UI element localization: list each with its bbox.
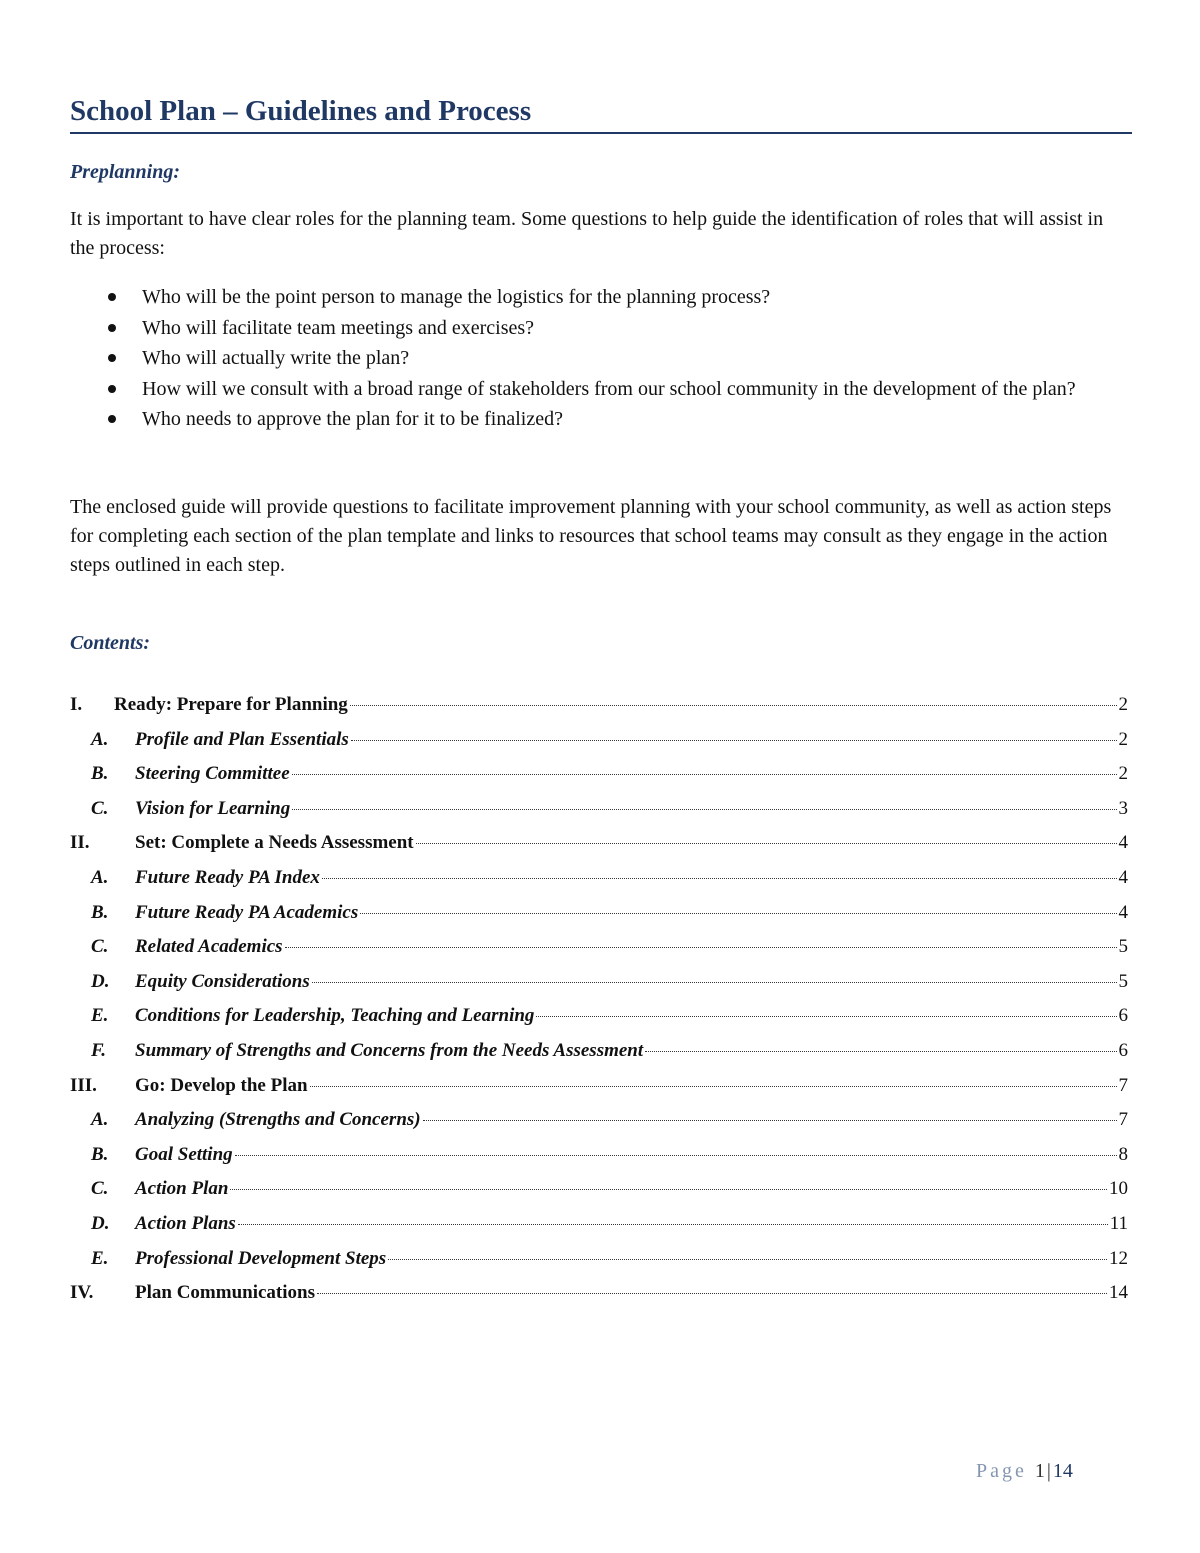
toc-entry-page: 7	[1118, 1109, 1128, 1131]
bullet-icon	[108, 385, 116, 393]
toc-dot-leader	[292, 774, 1117, 775]
toc-entry-number: B.	[91, 901, 109, 923]
toc-dot-leader	[322, 878, 1117, 879]
toc-entry-number: D.	[91, 970, 110, 992]
list-item: Who needs to approve the plan for it to be finalized?	[70, 404, 1132, 435]
toc-entry-title[interactable]: Go: Develop the Plan	[135, 1074, 308, 1096]
toc-entry-number: III.	[70, 1074, 97, 1096]
toc-entry-page: 11	[1109, 1212, 1128, 1234]
page-word: Page	[976, 1460, 1027, 1482]
toc-entry-number: C.	[91, 936, 109, 958]
toc-entry[interactable]	[70, 1178, 1128, 1213]
guide-description: The enclosed guide will provide questions to facilitate improvement planning with your school community, as well as action steps for completing each section of the plan template and links to resources that school teams may consult as they engage in the action steps outlined in each step.	[70, 496, 1112, 576]
toc-entry-page: 2	[1118, 728, 1128, 750]
toc-entry[interactable]	[70, 763, 1128, 798]
toc-entry-number: E.	[91, 1005, 109, 1027]
toc-entry-page: 6	[1118, 1039, 1128, 1061]
bullet-icon	[108, 415, 116, 423]
toc-entry-title[interactable]: Vision for Learning	[135, 797, 291, 819]
contents-heading: Contents:	[70, 632, 151, 654]
toc-entry[interactable]	[70, 1144, 1128, 1179]
toc-entry-title[interactable]: Profile and Plan Essentials	[135, 728, 349, 750]
toc-entry[interactable]	[70, 1282, 1128, 1317]
toc-entry-number: I.	[70, 694, 83, 715]
page-footer	[976, 1460, 1073, 1483]
toc-entry-page: 6	[1118, 1005, 1128, 1027]
toc-dot-leader	[238, 1224, 1108, 1225]
toc-entry-title[interactable]: Professional Development Steps	[135, 1247, 387, 1269]
toc-entry-title[interactable]: Conditions for Leadership, Teaching and Learning	[135, 1005, 535, 1027]
toc-entry[interactable]	[70, 832, 1128, 867]
toc-entry-title[interactable]: Ready: Prepare for Planning	[114, 694, 348, 715]
list-item: Who will actually write the plan?	[70, 343, 1132, 374]
toc-entry-title[interactable]: Future Ready PA Index	[135, 866, 320, 888]
list-item: Who will be the point person to manage the logistics for the planning process?	[70, 282, 1132, 313]
toc-entry-page: 10	[1109, 1178, 1128, 1200]
toc-entry-page: 14	[1109, 1282, 1128, 1304]
toc-entry-title[interactable]: Analyzing (Strengths and Concerns)	[135, 1109, 421, 1131]
toc-entry-title[interactable]: Goal Setting	[135, 1143, 233, 1165]
toc-entry-title[interactable]: Summary of Strengths and Concerns from the Needs Assessment	[135, 1039, 644, 1061]
preplanning-intro: It is important to have clear roles for the planning team. Some questions to help guide the identification of roles that will assist in the process:	[70, 208, 1104, 259]
role-questions-list	[70, 282, 1132, 435]
toc-entry-title[interactable]: Set: Complete a Needs Assessment	[135, 832, 414, 854]
toc-entry-number: E.	[91, 1247, 109, 1269]
toc-entry-number: II.	[70, 832, 90, 854]
bullet-icon	[108, 293, 116, 301]
toc-entry-title[interactable]: Action Plan	[135, 1178, 229, 1200]
toc-entry[interactable]	[70, 1213, 1128, 1248]
toc-dot-leader	[235, 1155, 1117, 1156]
toc-dot-leader	[350, 705, 1117, 706]
toc-entry[interactable]	[70, 971, 1128, 1006]
toc-dot-leader	[645, 1051, 1116, 1052]
total-pages: 14	[1052, 1460, 1073, 1482]
bullet-icon	[108, 354, 116, 362]
toc-entry-title[interactable]: Future Ready PA Academics	[135, 901, 359, 923]
toc-entry-number: A.	[91, 1109, 109, 1131]
toc-dot-leader	[285, 947, 1117, 948]
toc-entry-number: C.	[91, 1178, 109, 1200]
toc-entry-title[interactable]: Steering Committee	[135, 763, 290, 785]
toc-dot-leader	[230, 1189, 1107, 1190]
toc-dot-leader	[536, 1016, 1116, 1017]
toc-entry-page: 12	[1109, 1247, 1128, 1269]
toc-entry[interactable]	[70, 867, 1128, 902]
toc-entry-number: IV.	[70, 1282, 94, 1304]
toc-entry[interactable]	[70, 936, 1128, 971]
toc-dot-leader	[388, 1259, 1107, 1260]
toc-entry-page: 5	[1118, 936, 1128, 958]
toc-entry-number: F.	[91, 1039, 106, 1061]
toc-entry-page: 8	[1118, 1143, 1128, 1165]
page-number: 1	[1034, 1460, 1045, 1482]
toc-entry-title[interactable]: Plan Communications	[135, 1282, 315, 1304]
toc-dot-leader	[423, 1120, 1117, 1121]
toc-entry-page: 4	[1118, 866, 1128, 888]
toc-entry[interactable]	[70, 902, 1128, 937]
toc-entry[interactable]	[70, 1109, 1128, 1144]
toc-entry-page: 7	[1118, 1074, 1128, 1096]
toc-entry-page: 3	[1118, 797, 1128, 819]
toc-entry-number: A.	[91, 866, 109, 888]
toc-entry[interactable]	[70, 729, 1128, 764]
list-item: How will we consult with a broad range of stakeholders from our school community in the development of the plan?	[70, 374, 1132, 405]
toc-entry-number: B.	[91, 763, 109, 785]
bullet-icon	[108, 324, 116, 332]
toc-dot-leader	[317, 1293, 1107, 1294]
toc-entry-title[interactable]: Related Academics	[135, 936, 283, 958]
toc-entry[interactable]	[70, 1248, 1128, 1283]
table-of-contents	[70, 694, 1128, 1317]
toc-dot-leader	[351, 740, 1117, 741]
toc-entry-page: 5	[1118, 970, 1128, 992]
page-title: School Plan – Guidelines and Process	[70, 94, 1132, 134]
toc-entry-number: B.	[91, 1143, 109, 1165]
toc-entry[interactable]	[70, 1075, 1128, 1110]
toc-dot-leader	[310, 1086, 1117, 1087]
preplanning-heading: Preplanning:	[70, 161, 181, 183]
toc-entry-number: C.	[91, 797, 109, 819]
toc-dot-leader	[416, 843, 1117, 844]
toc-entry-number: D.	[91, 1212, 110, 1234]
list-item: Who will facilitate team meetings and exercises?	[70, 313, 1132, 344]
toc-entry[interactable]	[70, 1040, 1128, 1075]
toc-entry[interactable]	[70, 694, 1128, 729]
toc-entry[interactable]	[70, 798, 1128, 833]
toc-entry-page: 2	[1118, 694, 1128, 715]
toc-entry-page: 4	[1118, 832, 1128, 854]
toc-dot-leader	[360, 913, 1116, 914]
toc-entry-page: 4	[1118, 901, 1128, 923]
toc-entry-title[interactable]: Equity Considerations	[135, 970, 310, 992]
toc-dot-leader	[312, 982, 1117, 983]
toc-entry[interactable]	[70, 1005, 1128, 1040]
toc-dot-leader	[292, 809, 1116, 810]
toc-entry-title[interactable]: Action Plans	[135, 1212, 236, 1234]
toc-entry-number: A.	[91, 728, 109, 750]
toc-entry-page: 2	[1118, 763, 1128, 785]
page-separator: |	[1046, 1460, 1051, 1482]
